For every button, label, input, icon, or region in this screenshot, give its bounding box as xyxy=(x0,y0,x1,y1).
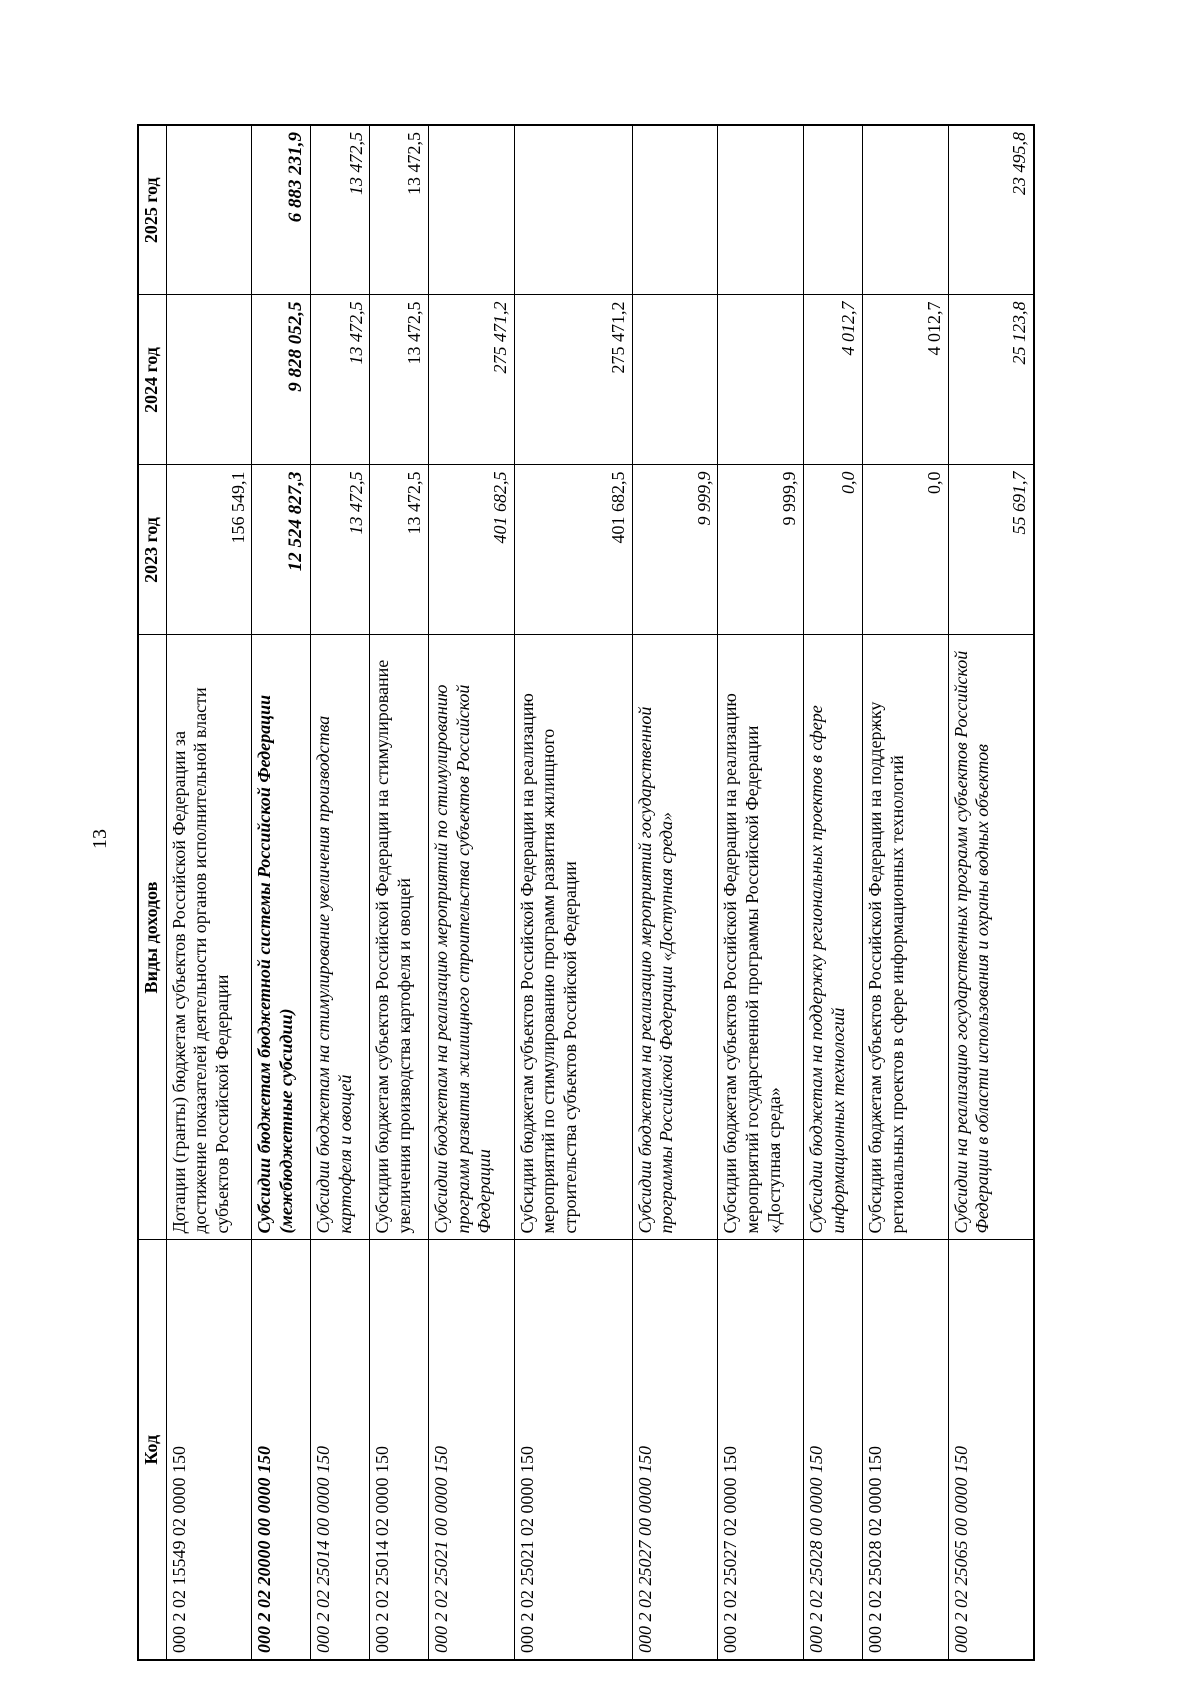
row-2023: 13 472,5 xyxy=(311,465,370,635)
row-code: 000 2 02 25028 02 0000 150 xyxy=(863,1240,949,1660)
table-row xyxy=(166,125,252,1660)
row-code: 000 2 02 15549 02 0000 150 xyxy=(166,1240,252,1660)
row-code: 000 2 02 25021 02 0000 150 xyxy=(514,1240,632,1660)
row-2025: 23 495,8 xyxy=(948,125,1034,295)
row-desc: Субсидии на реализацию государственных программ субъектов Российской Федерации в области использования и охраны водных объектов xyxy=(948,635,1034,1240)
row-2025: 6 883 231,9 xyxy=(252,125,311,295)
row-2025 xyxy=(863,125,949,295)
revenue-table xyxy=(137,124,1035,1661)
row-code: 000 2 02 25027 02 0000 150 xyxy=(718,1240,804,1660)
row-2023: 156 549,1 xyxy=(166,465,252,635)
row-code: 000 2 02 25014 02 0000 150 xyxy=(370,1240,429,1660)
header-2023: 2023 год xyxy=(138,465,166,635)
row-2025 xyxy=(429,125,515,295)
row-2024: 13 472,5 xyxy=(311,295,370,465)
row-desc: Субсидии бюджетам бюджетной системы Российской Федерации (межбюджетные субсидии) xyxy=(252,635,311,1240)
row-2024 xyxy=(632,295,718,465)
row-desc: Субсидии бюджетам на реализацию мероприятий государственной программы Российской Федерации «Доступная среда» xyxy=(632,635,718,1240)
row-2023: 55 691,7 xyxy=(948,465,1034,635)
table-row xyxy=(252,125,311,1660)
row-code: 000 2 02 25028 00 0000 150 xyxy=(804,1240,863,1660)
row-2024: 13 472,5 xyxy=(370,295,429,465)
row-2023: 13 472,5 xyxy=(370,465,429,635)
row-2024 xyxy=(166,295,252,465)
row-desc: Дотации (гранты) бюджетам субъектов Российской Федерации за достижение показателей деятельности органов исполнительной власти субъектов Российской Федерации xyxy=(166,635,252,1240)
row-2023: 401 682,5 xyxy=(429,465,515,635)
table-row xyxy=(948,125,1034,1660)
header-code: Код xyxy=(138,1240,166,1660)
row-2023: 0,0 xyxy=(863,465,949,635)
row-2023: 9 999,9 xyxy=(632,465,718,635)
row-code: 000 2 02 25014 00 0000 150 xyxy=(311,1240,370,1660)
row-2023: 401 682,5 xyxy=(514,465,632,635)
rotated-table-container xyxy=(137,126,1035,1661)
row-2025 xyxy=(718,125,804,295)
row-2024: 4 012,7 xyxy=(863,295,949,465)
row-code: 000 2 02 20000 00 0000 150 xyxy=(252,1240,311,1660)
row-code: 000 2 02 25065 00 0000 150 xyxy=(948,1240,1034,1660)
table-row xyxy=(863,125,949,1660)
table-header-row xyxy=(138,125,166,1660)
row-2024: 25 123,8 xyxy=(948,295,1034,465)
row-desc: Субсидии бюджетам субъектов Российской Федерации на стимулирование увеличения производства картофеля и овощей xyxy=(370,635,429,1240)
row-2023: 12 524 827,3 xyxy=(252,465,311,635)
row-desc: Субсидии бюджетам на поддержку региональных проектов в сфере информационных технологий xyxy=(804,635,863,1240)
row-2024: 275 471,2 xyxy=(429,295,515,465)
table-row xyxy=(718,125,804,1660)
table-row xyxy=(370,125,429,1660)
row-2024: 275 471,2 xyxy=(514,295,632,465)
row-desc: Субсидии бюджетам субъектов Российской Федерации на реализацию мероприятий по стимулированию программ развития жилищного строительства субъектов Российской Федерации xyxy=(514,635,632,1240)
row-2023: 0,0 xyxy=(804,465,863,635)
row-2025 xyxy=(632,125,718,295)
table-row xyxy=(429,125,515,1660)
row-2025: 13 472,5 xyxy=(370,125,429,295)
row-desc: Субсидии бюджетам на стимулирование увеличения производства картофеля и овощей xyxy=(311,635,370,1240)
page-number: 13 xyxy=(89,829,111,849)
table-row xyxy=(311,125,370,1660)
table-row xyxy=(632,125,718,1660)
row-2023: 9 999,9 xyxy=(718,465,804,635)
header-2024: 2024 год xyxy=(138,295,166,465)
row-2025 xyxy=(804,125,863,295)
row-2024 xyxy=(718,295,804,465)
header-2025: 2025 год xyxy=(138,125,166,295)
row-code: 000 2 02 25027 00 0000 150 xyxy=(632,1240,718,1660)
row-desc: Субсидии бюджетам субъектов Российской Федерации на поддержку региональных проектов в сфере информационных технологий xyxy=(863,635,949,1240)
row-2024: 9 828 052,5 xyxy=(252,295,311,465)
row-desc: Субсидии бюджетам на реализацию мероприятий по стимулированию программ развития жилищного строительства субъектов Российской Федерации xyxy=(429,635,515,1240)
row-2025: 13 472,5 xyxy=(311,125,370,295)
table-row xyxy=(514,125,632,1660)
row-desc: Субсидии бюджетам субъектов Российской Федерации на реализацию мероприятий государственной программы Российской Федерации «Доступная среда» xyxy=(718,635,804,1240)
row-2025 xyxy=(514,125,632,295)
row-code: 000 2 02 25021 00 0000 150 xyxy=(429,1240,515,1660)
header-desc: Виды доходов xyxy=(138,635,166,1240)
row-2025 xyxy=(166,125,252,295)
table-row xyxy=(804,125,863,1660)
row-2024: 4 012,7 xyxy=(804,295,863,465)
